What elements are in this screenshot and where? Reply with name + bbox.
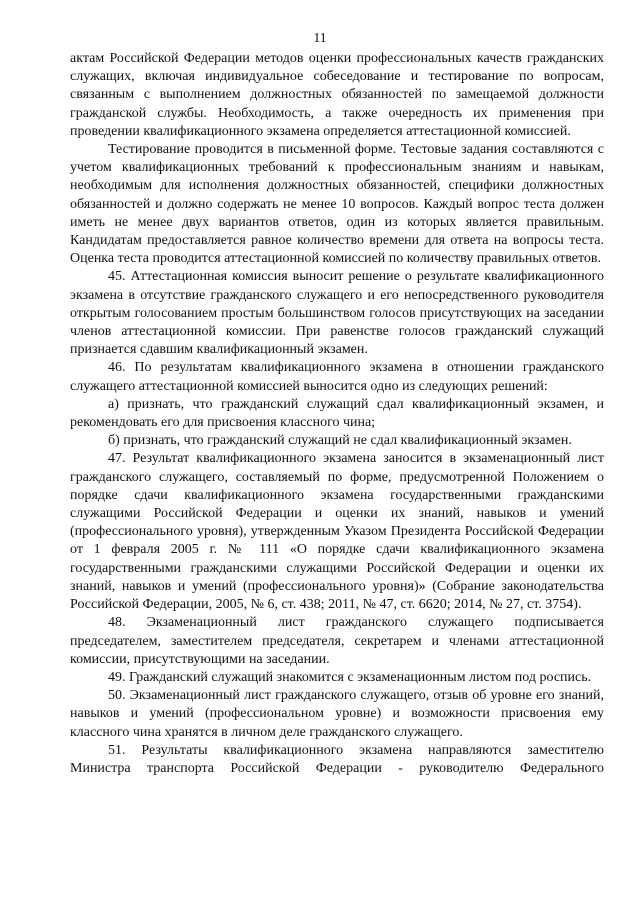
paragraph-48: 48. Экзаменационный лист гражданского служащего подписывается председателем, заместителем председателя, секретарем и членами аттестационной комиссии, присутствующими на заседании. (70, 615, 604, 667)
paragraph-intro-continuation: актам Российской Федерации методов оценки профессиональных качеств гражданских служащих, включая индивидуальное собеседование и тестирование по вопросам, связанным с выполнением должностных обязанностей по замещаемой должности гражданской службы. Необходимость, а также очередность их применения при проведении квалификационного экзамена определяется аттестационной комиссией. (70, 51, 604, 139)
paragraph-49: 49. Гражданский служащий знакомится с экзаменационным листом под роспись. (108, 669, 592, 685)
document-body (70, 50, 604, 778)
paragraph-46-b: б) признать, что гражданский служащий не сдал квалификационный экзамен. (108, 433, 572, 449)
page-number: 11 (313, 30, 327, 45)
paragraph-47: 47. Результат квалификационного экзамена заносится в экзаменационный лист гражданского служащего, составляемый по форме, предусмотренной Положением о порядке сдачи квалификационного экзамена государственными гражданскими служащими Российской Федерации и оценки их знаний, навыков и умений (профессионального уровня), утвержденным Указом Президента Российской Федерации от 1 февраля 2005 г. № 111 «О порядке сдачи квалификационного экзамена государственными гражданскими служащими Российской Федерации и оценки их знаний, навыков и умений (профессионального уровня)» (Собрание законодательства Российской Федерации, 2005, № 6, ст. 438; 2011, № 47, ст. 6620; 2014, № 27, ст. 3754). (70, 451, 604, 613)
paragraph-46-a: а) признать, что гражданский служащий сдал квалификационный экзамен, и рекомендовать его для присвоения классного чина; (70, 396, 604, 431)
paragraph-testing: Тестирование проводится в письменной форме. Тестовые задания составляются с учетом квалификационных требований к профессиональным знаниям и навыкам, необходимым для исполнения должностных обязанностей, специфики должностных обязанностей и должно содержать не менее 10 вопросов. Каждый вопрос теста должен иметь не менее двух вариантов ответов, один из которых является правильным. Кандидатам предоставляется равное количество времени для ответа на вопросы теста. Оценка теста проводится аттестационной комиссией по количеству правильных ответов. (70, 142, 604, 267)
paragraph-46: 46. По результатам квалификационного экзамена в отношении гражданского служащего аттестационной комиссией выносится одно из следующих решений: (70, 360, 604, 394)
paragraph-50: 50. Экзаменационный лист гражданского служащего, отзыв об уровне его знаний, навыков и умений (профессиональном уровне) и возможности присвоения ему классного чина хранятся в личном деле гражданского служащего. (70, 688, 604, 740)
paragraph-45: 45. Аттестационная комиссия выносит решение о результате квалификационного экзамена в отсутствие гражданского служащего и его непосредственного руководителя открытым голосованием простым большинством голосов присутствующих на заседании членов аттестационной комиссии. При равенстве голосов гражданский служащий признается сдавшим квалификационный экзамен. (70, 269, 604, 358)
paragraph-51: 51. Результаты квалификационного экзамена направляются заместителю Министра транспорта Российской Федерации - руководителю Федерального (70, 742, 604, 776)
